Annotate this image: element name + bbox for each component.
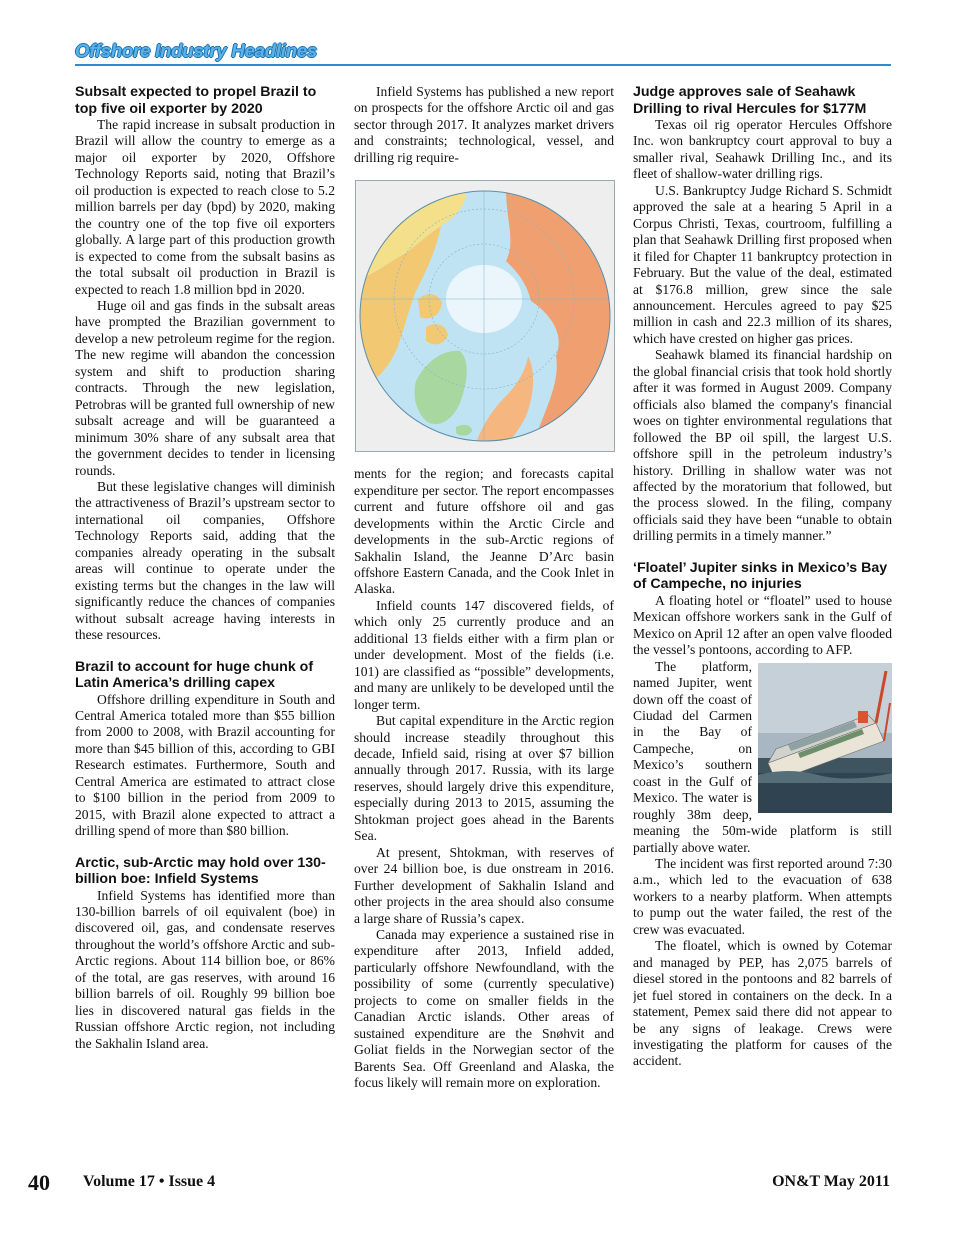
arctic-map-graphic [356,181,614,451]
paragraph: Seahawk blamed its financial hardship on the global financial crisis that took hold shortly after it was formed in August 2009. Company officials also blamed the company's financial woes on tighter environmental regulations that followed the BP oil spill, the largest U.S. offshore spill in the petroleum industry’s history. Drilling in shallow water was not affected by the moratorium that followed, but the process slowed. In the filing, company officials said they have been “unable to obtain drilling permits in a timely manner.” [633,347,892,544]
headline-arctic: Arctic, sub-Arctic may hold over 130-billion boe: Infield Systems [75,854,326,888]
paragraph: U.S. Bankruptcy Judge Richard S. Schmidt approved the sale at a hearing 5 April in a Corpus Christi, Texas, courtroom, fulfilling a plan that Seahawk Drilling first proposed when it filed for Chapter 11 bankruptcy protection in February. But the value of the deal, estimated at $176.8 million, grew since the sale announcement. Hercules agreed to pay $25 million in cash and 22.3 million of its shares, which have crested on higher gas prices. [633,182,892,346]
paragraph: But these legislative changes will diminish the attractiveness of Brazil’s upstream sector to international oil companies, Offshore Technology Reports said, adding that the companies already operating in the subsalt areas will continue to operate under the existing terms but the changes in the law will significantly reduce the chances of companies without subsalt acreage having interests in these resources. [75,478,335,643]
paragraph: The platform, named Jupiter, went down off the coast of Ciudad del Carmen in the Bay of Campeche, on Mexico’s southern coast in the Gulf of Mexico. The water is roughly 38m deep, meaning the 50m-wide platform is still partially above water. [633,658,892,855]
headline-brazil-capex: Brazil to account for huge chunk of Latin America’s drilling capex [75,658,314,691]
paragraph: The rapid increase in subsalt production in Brazil will allow the country to emerge as a major oil exporter by 2020, Offshore Technology Reports said, noting that Brazil’s oil production is expected to reach close to 5.2 million barrels per day (bpd) by 2020, making the country one of the top five oil exporters globally. A large part of this production growth is expected to come from the subsalt basins as the total subsalt oil production in Brazil is expected to reach 1.8 million bpd in 2020. [75,117,335,297]
column-3 [633,84,892,1070]
paragraph: Huge oil and gas finds in the subsalt areas have prompted the Brazilian government to develop a new petroleum regime for the region. The new regime will abandon the concession system and shift to production sharing contracts. Through the new legislation, Petrobras will be granted full ownership of new subsalt acreage and will be guaranteed a minimum 30% share of any subsalt area that the government decides to tender in licensing rounds. [75,297,335,478]
paragraph: Canada may experience a sustained rise in expenditure after 2013, Infield added, particularly offshore Newfoundland, with the possibility of some (currently speculative) projects to come on smaller fields in the Canadian Arctic islands. Other areas of sustained expenditure are the Snøhvit and Goliat fields in the Norwegian sector of the Barents Sea. Off Greenland and Alaska, the focus likely will remain more on exploration. [354,926,614,1091]
paragraph: Offshore drilling expenditure in South and Central America totaled more than $55 billion from 2000 to 2008, with Brazil accounting for more than $45 billion of this, according to GBI Research estimates. Furthermore, South and Central America are estimated to attract close to $100 billion in the period from 2009 to 2015, with Brazil alone expected to attract a drilling spend of more than $80 billion. [75,691,335,839]
headline-seahawk: Judge approves sale of Seahawk Drilling to rival Hercules for $177M [633,84,867,117]
paragraph: Infield Systems has identified more than 130-billion barrels of oil equivalent (boe) in discovered oil, gas, and condensate reserves throughout the world’s offshore Arctic and sub-Arctic regions. About 114 billion boe, or 86% of the total, are gas reserves, with around 16 billion barrels of oil. Roughly 99 billion boe lies in discovered natural gas fields in the Russian offshore Arctic region, not including the Sakhalin Island area. [75,887,335,1051]
column-2 [354,84,614,1091]
paragraph: Texas oil rig operator Hercules Offshore Inc. won bankruptcy court approval to buy a smaller rival, Seahawk Drilling Inc., and its fleet of shallow-water drilling rigs. [633,117,892,182]
headline-floatel: ‘Floatel’ Jupiter sinks in Mexico’s Bay of Campeche, no injuries [633,559,888,593]
page-number: 40 [28,1170,50,1195]
paragraph: ments for the region; and forecasts capital expenditure per sector. The report encompasses current and future offshore oil and gas developments within the Arctic Circle and developments in the sub-Arctic regions of Sakhalin Island, the Jeanne D’Arc basin offshore Eastern Canada, and the Cook Inlet in Alaska. [354,466,614,597]
volume-issue: Volume 17 • Issue 4 [83,1173,216,1190]
paragraph: Infield counts 147 discovered fields, of which only 25 currently produce and an additional 13 fields either with a firm plan or under development. Most of the fields (i.e. 101) are classified as “possible” developments, and many are unlikely to be developed until the longer term. [354,597,614,712]
headline-brazil-subsalt: Subsalt expected to propel Brazil to top five oil exporter by 2020 [75,84,317,117]
floatel-photo-graphic [758,663,892,813]
paragraph: At present, Shtokman, with reserves of over 24 billion boe, is due onstream in 2016. Further development of Sakhalin Island and other projects in the area should also consume a large share of Russia’s capex. [354,844,614,926]
paragraph: But capital expenditure in the Arctic region should increase steadily throughout this decade, Infield said, rising at over $7 billion annually through 2017. Russia, with its large reserves, should largely drive this expenditure, especially during 2013 to 2015, assuming the Shtokman project goes ahead in the Barents Sea. [354,713,614,844]
paragraph: Infield Systems has published a new report on prospects for the offshore Arctic oil and gas sector through 2017. It analyzes market drivers and constraints; technological, vessel, and drilling rig require- [354,84,614,165]
paragraph: A floating hotel or “floatel” used to house Mexican offshore workers sank in the Gulf of Mexico on April 12 after an open valve flooded the vessel’s pontoons, according to AFP. [633,592,892,658]
floatel-text-wrap [633,659,892,1070]
column-1 [75,84,335,1052]
paragraph: The incident was first reported around 7:30 a.m., which led to the evacuation of 638 workers to a nearby platform. When attempts to pump out the water failed, the rest of the crew was evacuated. [633,856,892,937]
header-rule [75,64,891,66]
floatel-photo-image [758,663,892,813]
magazine-issue-date: ON&T May 2011 [772,1173,890,1190]
paragraph: The floatel, which is owned by Cotemar and managed by PEP, has 2,075 barrels of diesel stored in the pontoons and 82 barrels of jet fuel stored in containers on the deck. In a statement, Pemex said there did not appear to be any signs of leakage. Crews were investigating the platform for causes of the accident. [633,938,892,1069]
section-title: Offshore Industry Headlines [75,40,318,61]
arctic-map-image [355,180,615,452]
